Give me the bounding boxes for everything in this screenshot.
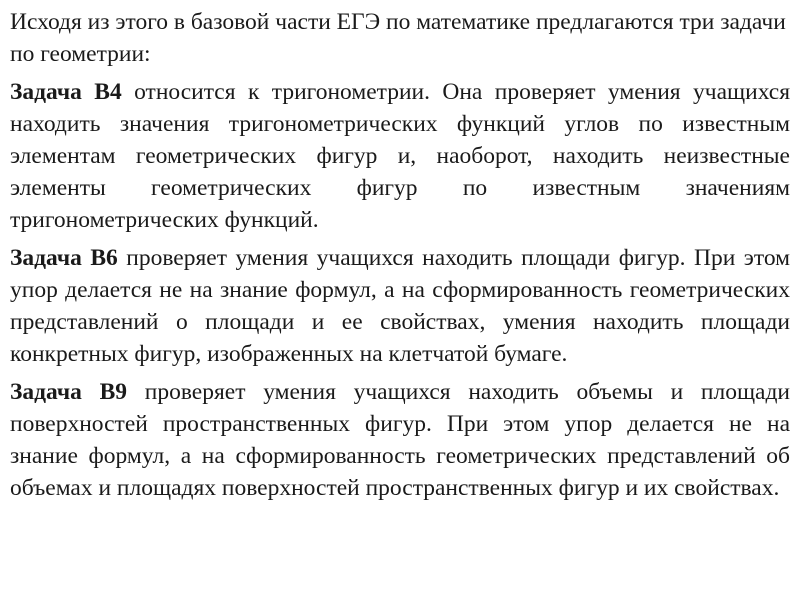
task-b6-text: проверяет умения учащихся находить площади фигур. При этом упор делается не на знание формул, а на сформированность геометрических представлений о площади и ее свойствах, умения находить площади конкретных фигур, изображенных на клетчатой бумаге. [10, 245, 791, 367]
task-b4-text: относится к тригонометрии. Она проверяет умения учащихся находить значения тригонометрических функций углов по известным элементам геометрических фигур и, наоборот, находить неизвестные элементы геометрических фигур по известным значениям тригонометрических функций. [10, 79, 791, 233]
task-b4-paragraph [10, 76, 790, 236]
task-b6-name: Задача В6 [10, 245, 118, 271]
task-b9-paragraph [10, 376, 790, 504]
task-b9-text: проверяет умения учащихся находить объемы и площади поверхностей пространственных фигур. При этом упор делается не на знание формул, а на сформированность геометрических представлений об объемах и площадях поверхностей пространственных фигур и их свойствах. [10, 379, 791, 501]
task-b9-name: Задача В9 [10, 379, 128, 405]
document-page [10, 6, 790, 510]
task-b6-paragraph [10, 242, 790, 370]
intro-paragraph: Исходя из этого в базовой части ЕГЭ по математике предлагаются три задачи по геометрии: [10, 9, 786, 67]
task-b4-name: Задача В4 [10, 79, 122, 105]
